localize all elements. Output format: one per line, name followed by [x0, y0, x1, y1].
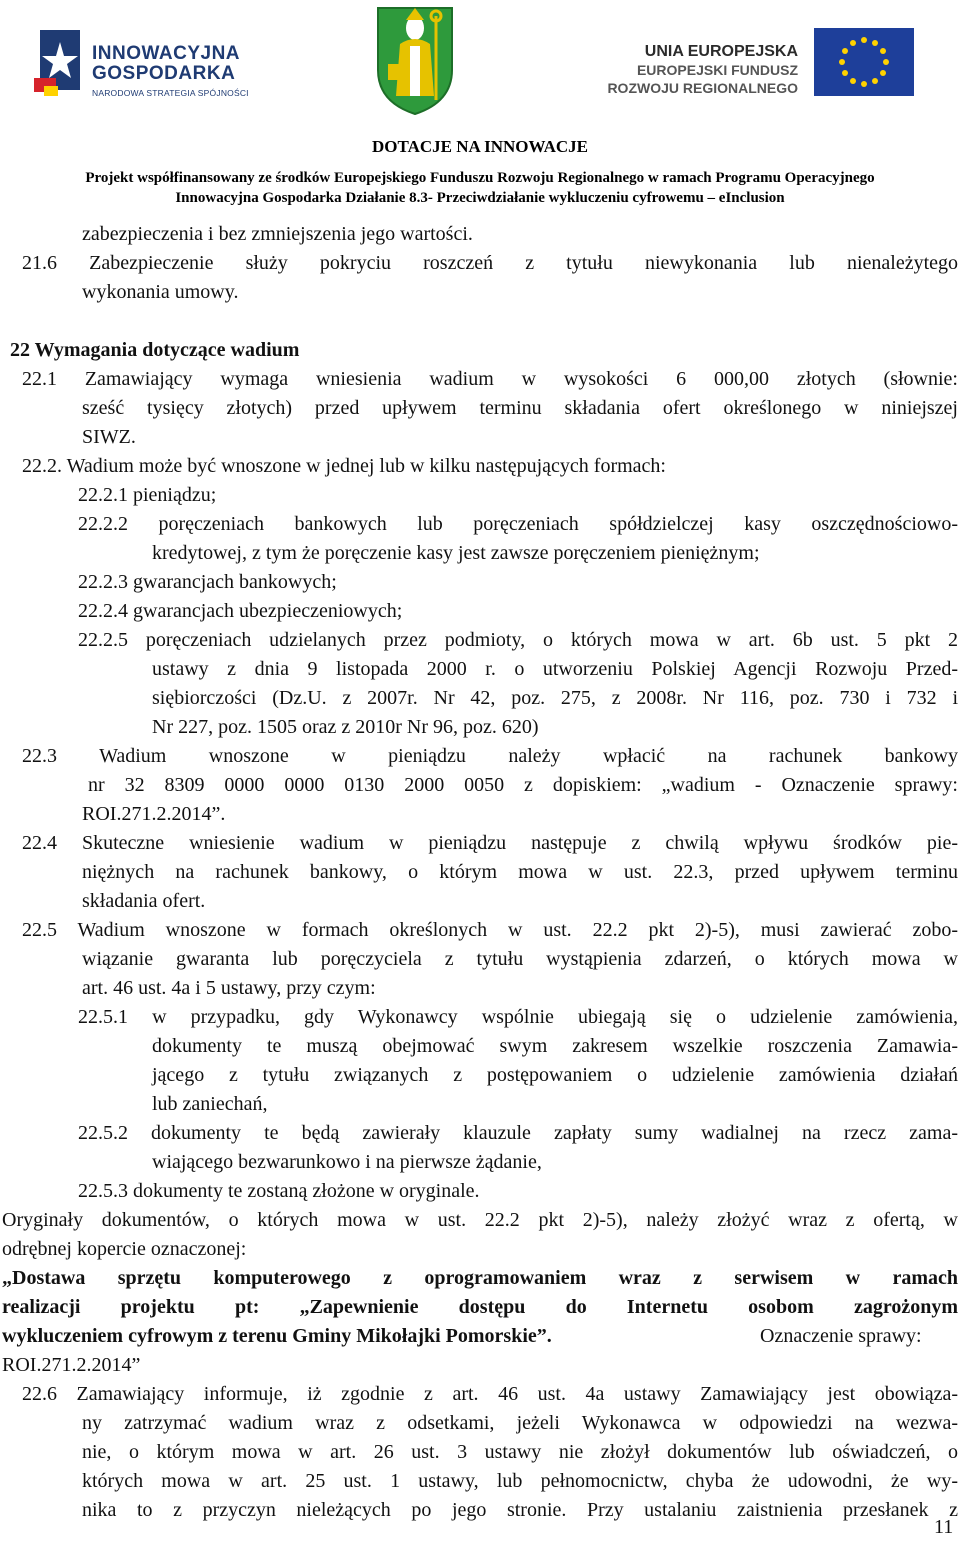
- text-line-bold: realizacji projektu pt: „Zapewnienie dostępu do Internetu osobom zagrożonym: [2, 1296, 958, 1318]
- text-line: składania ofert.: [82, 890, 206, 912]
- eu-fund-logo: [598, 28, 928, 112]
- ig-logo-line3: NARODOWA STRATEGIA SPÓJNOŚCI: [92, 88, 249, 98]
- header-project-line1: Projekt współfinansowany ze środków Europejskiego Funduszu Rozwoju Regionalnego w ramach Programu Operacyjnego: [85, 170, 875, 186]
- header-project-line2: Innowacyjna Gospodarka Działanie 8.3- Przeciwdziałanie wykluczeniu cyfrowemu – eInclusion: [175, 190, 785, 206]
- document-header: [0, 0, 960, 215]
- text-line: 22.5.2 dokumenty te będą zawierały klauzule zapłaty sumy wadialnej na rzecz zama-: [78, 1122, 958, 1144]
- text-line: 22.5.3 dokumenty te zostaną złożone w oryginale.: [78, 1180, 480, 1202]
- text-line: kredytowej, z tym że poręczenie kasy jest zawsze poręczeniem pieniężnym;: [152, 542, 760, 564]
- text-line: Oryginały dokumentów, o których mowa w ust. 22.2 pkt 2)-5), należy złożyć wraz z ofertą, w: [2, 1209, 958, 1231]
- innowacyjna-gospodarka-logo: [34, 26, 264, 106]
- text-line: Oznaczenie sprawy:: [760, 1325, 922, 1347]
- text-line-bold: wykluczeniem cyfrowym z terenu Gminy Mikołajki Pomorskie”.: [2, 1325, 552, 1347]
- text-line: nie, o którym mowa w art. 26 ust. 3 ustawy nie złożył dokumentów lub oświadczeń, o: [82, 1441, 958, 1463]
- eu-flag-icon: [814, 28, 914, 96]
- gmina-crest-icon: [374, 4, 456, 116]
- text-line-bold: „Dostawa sprzętu komputerowego z oprogramowaniem wraz z serwisem w ramach: [2, 1267, 958, 1289]
- text-line: 22.2.3 gwarancjach bankowych;: [78, 571, 337, 593]
- page-number: 11: [934, 1516, 954, 1538]
- text-line: nr 32 8309 0000 0000 0130 2000 0050 z dopiskiem: „wadium - Oznaczenie sprawy:: [88, 774, 958, 796]
- text-line: sześć tysięcy złotych) przed upływem terminu składania ofert określonego w niniejszej: [82, 397, 958, 419]
- text-line: ROI.271.2.2014”.: [82, 803, 226, 825]
- eu-logo-line1: UNIA EUROPEJSKA: [644, 43, 798, 60]
- text-line: wiązanie gwaranta lub poręczyciela z tytułu wystąpienia zdarzeń, o których mowa w: [82, 948, 958, 970]
- text-line: ROI.271.2.2014”: [2, 1354, 141, 1376]
- text-line: 22.2.4 gwarancjach ubezpieczeniowych;: [78, 600, 403, 622]
- ig-star-icon: [34, 30, 86, 100]
- text-line: art. 46 ust. 4a i 5 ustawy, przy czym:: [82, 977, 376, 999]
- text-line: jącego z tytułu związanych z postępowaniem o udzielenie zamówienia działań: [152, 1064, 958, 1086]
- text-line: ny zatrzymać wadium wraz z odsetkami, jeżeli Wykonawca w odpowiedzi na wezwa-: [82, 1412, 958, 1434]
- text-line: 22.4 Skuteczne wniesienie wadium w pieniądzu następuje z chwilą wpływu środków pie-: [22, 832, 958, 854]
- text-line: 21.6 Zabezpieczenie służy pokryciu roszczeń z tytułu niewykonania lub nienależytego: [22, 252, 958, 274]
- eu-logo-line2: EUROPEJSKI FUNDUSZ: [636, 62, 798, 78]
- text-line: dokumenty te muszą obejmować swym zakresem wszelkie roszczenia Zamawia-: [152, 1035, 958, 1057]
- header-title: DOTACJE NA INNOWACJE: [372, 137, 588, 156]
- text-line: 22.2.2 poręczeniach bankowych lub poręczeniach spółdzielczej kasy oszczędnościowo-: [78, 513, 958, 535]
- text-line: odrębnej kopercie oznaczonej:: [2, 1238, 247, 1260]
- eu-logo-line3: ROZWOJU REGIONALNEGO: [607, 80, 798, 96]
- ig-logo-line1: INNOWACYJNA: [92, 43, 241, 64]
- text-line: których mowa w art. 25 ust. 1 ustawy, lub pełnomocnictw, chyba że udowodni, że wy-: [82, 1470, 958, 1492]
- text-line: Nr 227, poz. 1505 oraz z 2010r Nr 96, poz. 620): [152, 716, 539, 738]
- text-line: 22.1 Zamawiający wymaga wniesienia wadium w wysokości 6 000,00 złotych (słownie:: [22, 368, 958, 390]
- text-line: nika to z przyczyn nieleżących po jego stronie. Przy ustalaniu zaistnienia przesłanek z: [82, 1499, 958, 1521]
- text-line: ustawy z dnia 9 listopada 2000 r. o utworzeniu Polskiej Agencji Rozwoju Przed-: [152, 658, 958, 680]
- text-line: lub zaniechań,: [152, 1093, 268, 1115]
- text-line: siębiorczości (Dz.U. z 2007r. Nr 42, poz. 275, z 2008r. Nr 116, poz. 730 i 732 i: [152, 687, 958, 709]
- text-line: 22.3 Wadium wnoszone w pieniądzu należy wpłacić na rachunek bankowy: [22, 745, 958, 767]
- text-line: SIWZ.: [82, 426, 136, 448]
- text-line: 22.2. Wadium może być wnoszone w jednej lub w kilku następujących formach:: [22, 455, 666, 477]
- ig-logo-line2: GOSPODARKA: [92, 63, 236, 84]
- text-line: 22.6 Zamawiający informuje, iż zgodnie z art. 46 ust. 4a ustawy Zamawiający jest obowiąza-: [22, 1383, 958, 1405]
- text-line: 22.2.1 pieniądzu;: [78, 484, 217, 506]
- text-line: 22.2.5 poręczeniach udzielanych przez podmioty, o których mowa w art. 6b ust. 5 pkt 2: [78, 629, 958, 651]
- text-line: niężnych na rachunek bankowy, o którym mowa w ust. 22.3, przed upływem terminu: [82, 861, 958, 883]
- section-heading: 22 Wymagania dotyczące wadium: [10, 339, 300, 361]
- text-line: 22.5 Wadium wnoszone w formach określonych w ust. 22.2 pkt 2)-5), musi zawierać zobo-: [22, 919, 958, 941]
- text-line: 22.5.1 w przypadku, gdy Wykonawcy wspólnie ubiegają się o udzielenie zamówienia,: [78, 1006, 958, 1028]
- text-line: zabezpieczenia i bez zmniejszenia jego wartości.: [82, 223, 473, 245]
- text-line: wiającego bezwarunkowo i na pierwsze żądanie,: [152, 1151, 542, 1173]
- text-line: wykonania umowy.: [82, 281, 239, 303]
